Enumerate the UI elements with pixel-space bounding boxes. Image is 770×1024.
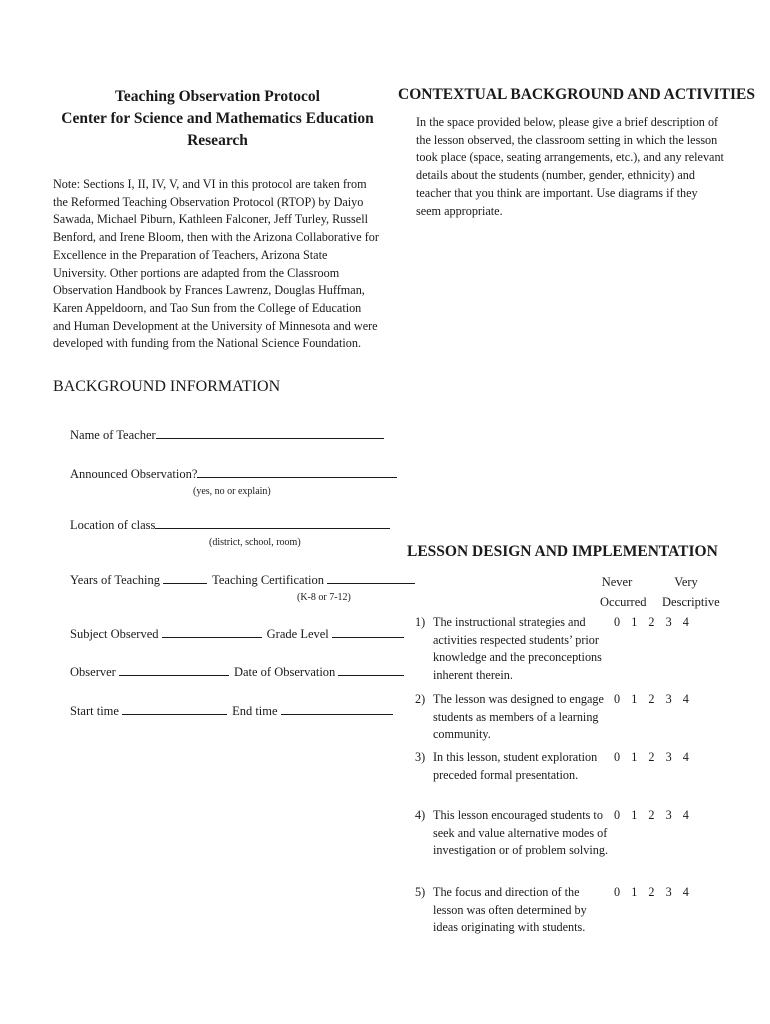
rating-3[interactable]: 3 [665, 750, 672, 764]
rating-scale[interactable] [614, 749, 700, 767]
scale-high-label [662, 572, 720, 612]
protocol-title [55, 86, 380, 152]
descriptive-text: Descriptive [662, 595, 720, 609]
rating-0[interactable]: 0 [614, 692, 621, 706]
certification-label: Teaching Certification [212, 573, 325, 587]
date-input-line[interactable] [338, 664, 404, 676]
item-number: 5) [415, 885, 426, 899]
start-input-line[interactable] [122, 703, 227, 715]
rating-0[interactable]: 0 [614, 808, 621, 822]
scale-low-label [600, 572, 647, 612]
announced-label: Announced Observation? [70, 467, 198, 481]
observer-input-line[interactable] [119, 664, 229, 676]
rating-2[interactable]: 2 [648, 692, 655, 706]
subject-input-line[interactable] [162, 626, 262, 638]
item-text: The lesson was designed to engage students as members of a learning community. [433, 692, 604, 741]
certification-hint: (K-8 or 7-12) [297, 592, 351, 603]
rating-1[interactable]: 1 [631, 750, 638, 764]
item-number: 3) [415, 750, 426, 764]
rating-scale[interactable] [614, 614, 700, 632]
very-text: Very [674, 575, 698, 589]
rating-scale[interactable] [614, 691, 700, 709]
announced-hint: (yes, no or explain) [193, 486, 271, 497]
rating-0[interactable]: 0 [614, 885, 621, 899]
announced-input-line[interactable] [197, 466, 397, 478]
rating-2[interactable]: 2 [648, 615, 655, 629]
rating-4[interactable]: 4 [682, 750, 689, 764]
item-number: 4) [415, 808, 426, 822]
rating-4[interactable]: 4 [682, 692, 689, 706]
item-text: In this lesson, student exploration preceded formal presentation. [433, 750, 598, 782]
rating-scale[interactable] [614, 807, 700, 825]
occurred-text: Occurred [600, 595, 647, 609]
item-text: The focus and direction of the lesson was often determined by ideas originating with students. [433, 885, 587, 934]
context-text: In the space provided below, please give a brief description of the lesson observed, the classroom setting in which the lesson took place (space, seating arrangements, etc.), and any relevant details about the students (number, gender, ethnicity) and teacher that you think are important. Use diagrams if they seem appropriate. [416, 115, 724, 218]
location-label: Location of class [70, 518, 156, 532]
teacher-input-line[interactable] [156, 427, 384, 439]
grade-input-line[interactable] [332, 626, 404, 638]
start-label: Start time [70, 704, 119, 718]
item-number: 1) [415, 615, 426, 629]
location-input-line[interactable] [155, 517, 390, 529]
rating-0[interactable]: 0 [614, 750, 621, 764]
rating-4[interactable]: 4 [682, 885, 689, 899]
grade-label: Grade Level [266, 627, 329, 641]
rating-4[interactable]: 4 [682, 808, 689, 822]
rating-2[interactable]: 2 [648, 750, 655, 764]
context-heading: CONTEXTUAL BACKGROUND AND ACTIVITIES [398, 86, 755, 103]
rating-1[interactable]: 1 [631, 808, 638, 822]
date-label: Date of Observation [233, 665, 336, 679]
certification-input-line[interactable] [327, 572, 415, 584]
background-heading: BACKGROUND INFORMATION [53, 378, 281, 395]
teacher-field[interactable] [70, 427, 384, 443]
item-text: This lesson encouraged students to seek and value alternative modes of investigation or of problem solving. [433, 808, 609, 857]
subject-grade-row [70, 626, 404, 642]
lesson-heading: LESSON DESIGN AND IMPLEMENTATION [407, 543, 718, 560]
time-row [70, 703, 393, 719]
location-field[interactable] [70, 517, 390, 533]
item-text: The instructional strategies and activities respected students’ prior knowledge and the preconceptions inherent therein. [433, 615, 602, 682]
rating-1[interactable]: 1 [631, 885, 638, 899]
rating-2[interactable]: 2 [648, 885, 655, 899]
rating-3[interactable]: 3 [665, 692, 672, 706]
years-input-line[interactable] [163, 572, 207, 584]
note-paragraph: Note: Sections I, II, IV, V, and VI in this protocol are taken from the Reformed Teaching Observation Protocol (RTOP) by Daiyo Sawada, Michael Piburn, Kathleen Falconer, Jeff Turley, Russell Benford, and Irene Bloom, then with the Arizona Collaborative for Excellence in the Preparation of Teachers, Arizona State University. Other portions are adapted from the Classroom Observation Handbook by Frances Lawrenz, Douglas Huffman, Karen Appeldoorn, and Tao Sun from the College of Education and Human Development at the University of Minnesota and were developed with funding from the National Science Foundation. [53, 177, 379, 351]
title-line-1: Teaching Observation Protocol [115, 88, 320, 105]
end-label: End time [232, 704, 278, 718]
rating-scale[interactable] [614, 884, 700, 902]
rating-3[interactable]: 3 [665, 808, 672, 822]
subject-label: Subject Observed [70, 627, 159, 641]
years-cert-row [70, 572, 415, 588]
rating-0[interactable]: 0 [614, 615, 621, 629]
observer-label: Observer [70, 665, 116, 679]
item-number: 2) [415, 692, 426, 706]
rating-1[interactable]: 1 [631, 692, 638, 706]
never-text: Never [601, 575, 633, 589]
rating-4[interactable]: 4 [682, 615, 689, 629]
rating-3[interactable]: 3 [665, 885, 672, 899]
observer-date-row [70, 664, 404, 680]
rating-3[interactable]: 3 [665, 615, 672, 629]
announced-field[interactable] [70, 466, 397, 482]
teacher-label: Name of Teacher [70, 428, 156, 442]
location-hint: (district, school, room) [209, 537, 301, 548]
end-input-line[interactable] [281, 703, 393, 715]
rating-1[interactable]: 1 [631, 615, 638, 629]
rating-2[interactable]: 2 [648, 808, 655, 822]
years-label: Years of Teaching [70, 573, 160, 587]
title-line-2: Center for Science and Mathematics Education Research [61, 110, 374, 149]
